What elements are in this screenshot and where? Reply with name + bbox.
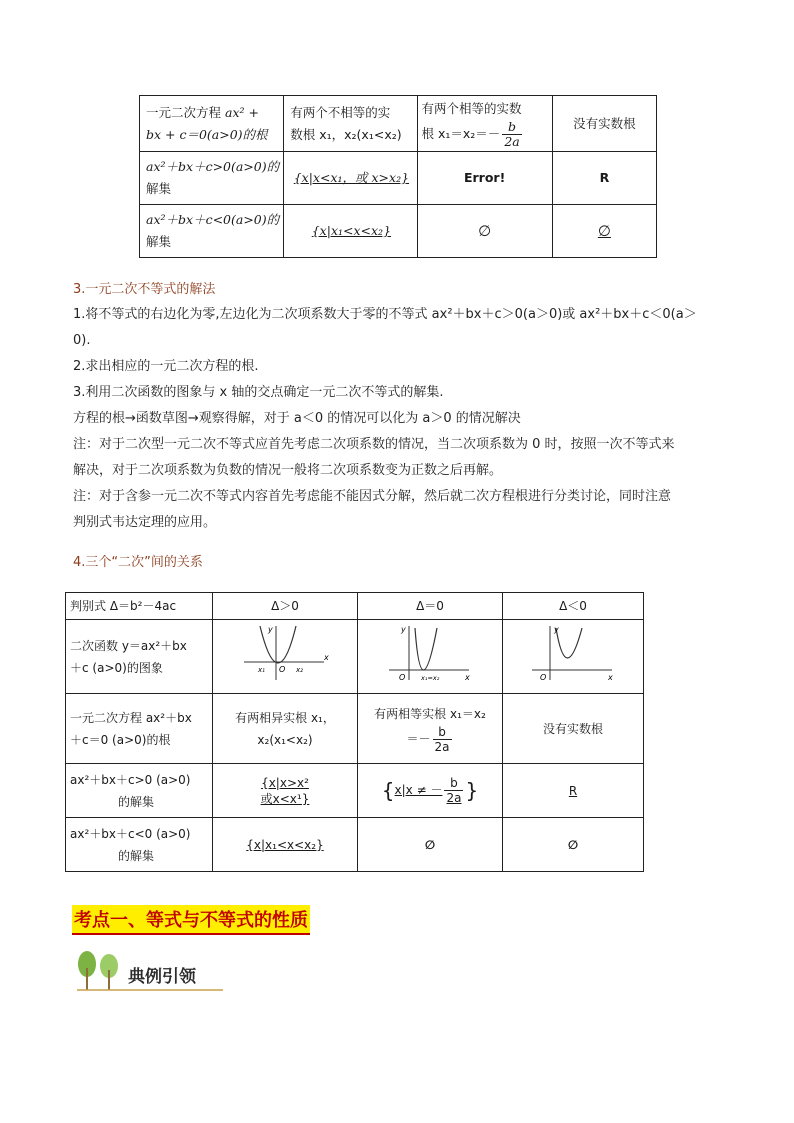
fraction-denominator: 2a	[434, 740, 450, 754]
table-cell: 判别式 Δ＝b²－4ac	[66, 593, 213, 620]
paragraph-line: 3.利用二次函数的图象与 x 轴的交点确定一元二次不等式的解集.	[73, 385, 444, 400]
cell-text: 有两相异实根 x₁，	[235, 710, 335, 725]
table-cell: Error!	[417, 152, 552, 205]
cell-text: 二次函数 y＝ax²＋bx	[70, 638, 187, 653]
table-cell	[213, 818, 358, 872]
graph-label: x	[465, 673, 470, 682]
paragraph-line: 方程的根→函数草图→观察得解，对于 a＜0 的情况可以化为 a＞0 的情况解决	[73, 411, 521, 426]
graph-label: x₁	[258, 666, 265, 674]
cell-text: 根 x₁＝x₂＝－	[421, 126, 501, 141]
table-cell	[358, 620, 503, 694]
table-cell	[284, 152, 417, 205]
section-title: 4.三个“二次”间的关系	[73, 555, 203, 570]
brace-icon: {	[381, 778, 395, 803]
cell-text: 有两相等实根 x₁＝x₂	[374, 707, 486, 721]
paragraph-line: 注：对于含参一元二次不等式内容首先考虑能不能因式分解，然后就二次方程根进行分类讨论，同时注意	[73, 489, 672, 504]
cell-text: 数根 x₁，x₂(x₁<x₂)	[290, 126, 402, 142]
brace-icon: }	[465, 778, 479, 803]
graph-label: O	[399, 673, 406, 682]
cell-text: {x|x>x²	[261, 775, 309, 790]
cell-text: 有两个相等的实数	[421, 101, 522, 116]
fraction	[433, 725, 452, 754]
table-cell	[213, 764, 358, 818]
paragraph	[73, 302, 728, 536]
fraction	[502, 120, 521, 149]
parabola-curve	[260, 626, 296, 663]
table-cell: R	[552, 152, 656, 205]
graph-label: y	[268, 625, 273, 634]
parabola-one-root-graph	[385, 622, 475, 684]
parabola-curve	[556, 628, 582, 658]
cell-text: 解集	[146, 234, 172, 249]
cell-text: ax²＋bx＋c<0(a>0)的	[146, 212, 280, 227]
cell-text: R	[568, 783, 578, 798]
cell-text: 的解集	[118, 794, 155, 809]
paragraph-line: 1.将不等式的右边化为零,左边化为二次项系数大于零的不等式 ax²＋bx＋c＞0(a＞0)或 ax²＋bx＋c＜0(a＞	[73, 307, 697, 322]
paragraph-line: 2.求出相应的一元二次方程的根.	[73, 359, 259, 374]
topic-heading: 考点一、等式与不等式的性质	[72, 905, 310, 935]
section-title: 3.一元二次不等式的解法	[73, 282, 216, 297]
table-cell	[358, 764, 503, 818]
table-cell	[213, 620, 358, 694]
cell-text: x₂(x₁<x₂)	[257, 732, 313, 747]
cell-text: {x|x<x₁，或 x>x₂}	[293, 170, 410, 185]
paragraph-line: 注：对于二次型一元二次不等式应首先考虑二次项系数的情况，当二次项系数为 0 时，按照一次不等式来	[73, 437, 675, 452]
fraction-denominator: 2a	[446, 791, 462, 805]
cell-text: 的解集	[118, 848, 155, 863]
table-cell	[140, 152, 284, 205]
fraction-numerator: b	[433, 725, 452, 740]
fraction-numerator: b	[444, 776, 463, 791]
cell-text: 一元二次方程	[146, 104, 222, 120]
cell-text: x|x ≠ －	[394, 783, 443, 797]
cell-text: ax² +	[225, 104, 259, 120]
table-row	[66, 818, 644, 872]
fraction-denominator: 2a	[504, 134, 520, 149]
graph-label: x	[324, 653, 329, 662]
cell-text: 一元二次方程 ax²＋bx	[70, 710, 192, 725]
parabola-curve	[415, 628, 437, 670]
paragraph-line: 解决，对于二次项系数为负数的情况一般将二次项系数变为正数之后再解。	[73, 463, 503, 478]
table-row	[66, 620, 644, 694]
graph-label: O	[279, 665, 286, 674]
graph-label: x	[608, 673, 613, 682]
parabola-two-roots-graph	[240, 622, 330, 684]
paragraph-line: 0).	[73, 333, 91, 348]
table-row	[140, 205, 657, 258]
table-cell	[552, 205, 656, 258]
table-cell	[284, 96, 417, 152]
table-cell	[284, 205, 417, 258]
cell-text: ＝－	[406, 732, 431, 746]
quadratic-relation-table-1	[139, 95, 657, 258]
table-cell	[503, 620, 644, 694]
cell-text: {x|x₁<x<x₂}	[246, 837, 324, 852]
table-cell	[66, 818, 213, 872]
cell-text: ax²＋bx＋c<0 (a>0)	[70, 826, 191, 841]
table-cell	[66, 620, 213, 694]
graph-label: y	[401, 625, 406, 634]
parabola-no-root-graph	[528, 622, 618, 684]
graph-label: x₂	[296, 666, 303, 674]
cell-text: bx + c＝0(a>0)的根	[146, 126, 268, 142]
cell-text: ＋c (a>0)的图象	[70, 660, 163, 675]
fraction-numerator: b	[502, 120, 521, 135]
table-row	[66, 593, 644, 620]
table-cell: 没有实数根	[552, 96, 656, 152]
table-row	[140, 152, 657, 205]
example-banner-label: 典例引领	[128, 967, 196, 987]
table-cell	[140, 96, 284, 152]
cell-text: {x|x₁<x<x₂}	[311, 223, 392, 238]
cell-text: ＋c＝0 (a>0)的根	[70, 732, 171, 747]
cell-text: ax²＋bx＋c>0(a>0)的	[146, 159, 280, 174]
table-cell	[503, 764, 644, 818]
cell-text: 或x<x¹}	[260, 791, 310, 806]
table-cell: ∅	[503, 818, 644, 872]
cell-text: ax²＋bx＋c>0 (a>0)	[70, 772, 191, 787]
table-cell: Δ＝0	[358, 593, 503, 620]
quadratic-relation-table-2	[65, 592, 644, 872]
graph-label: O	[540, 673, 547, 682]
cell-text: 解集	[146, 181, 172, 196]
table-row	[66, 694, 644, 764]
table-cell	[66, 694, 213, 764]
table-cell: Δ＞0	[213, 593, 358, 620]
table-cell: Δ＜0	[503, 593, 644, 620]
table-cell: ∅	[417, 205, 552, 258]
table-cell: 没有实数根	[503, 694, 644, 764]
fraction	[444, 776, 463, 805]
table-row	[140, 96, 657, 152]
graph-label: x₁=x₂	[421, 674, 440, 682]
table-cell	[358, 694, 503, 764]
graph-label: y	[554, 625, 559, 634]
cell-text: ∅	[597, 222, 611, 240]
table-cell	[66, 764, 213, 818]
table-row	[66, 764, 644, 818]
table-cell	[417, 96, 552, 152]
table-cell	[140, 205, 284, 258]
paragraph-line: 判别式韦达定理的应用。	[73, 515, 217, 530]
cell-text: 有两个不相等的实	[290, 104, 391, 120]
table-cell: ∅	[358, 818, 503, 872]
table-cell	[213, 694, 358, 764]
